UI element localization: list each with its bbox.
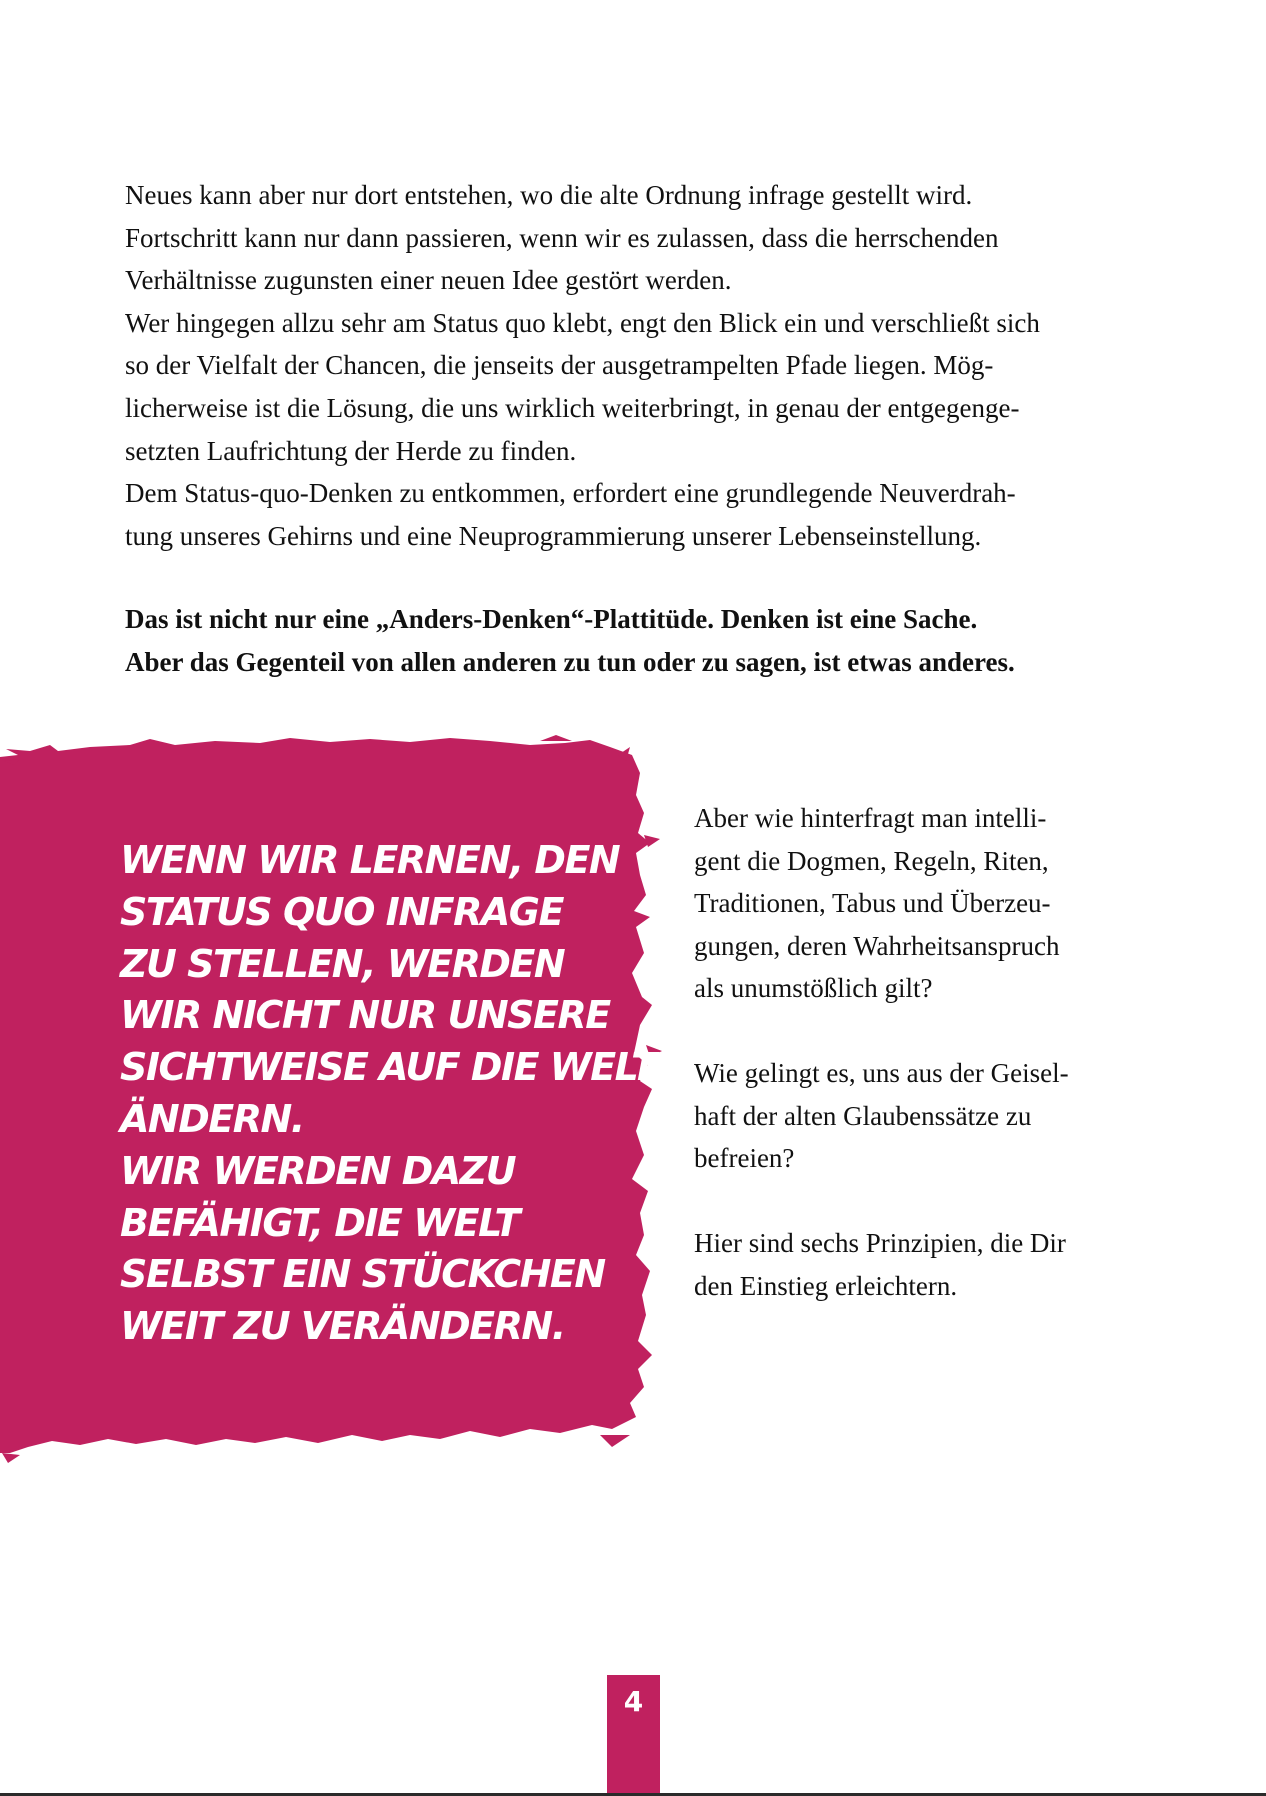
quote-text	[120, 835, 660, 1353]
intro-line: Wer hingegen allzu sehr am Status quo klebt, engt den Blick ein und verschließt sich	[125, 307, 1040, 338]
intro-line: Verhältnisse zugunsten einer neuen Idee gestört werden.	[125, 265, 732, 296]
quote-line: WEIT ZU VERÄNDERN.	[120, 1304, 565, 1349]
emphasis-line: Das ist nicht nur eine „Anders-Denken“-Plattitüde. Denken ist eine Sache.	[125, 604, 978, 634]
quote-line: ÄNDERN.	[120, 1096, 304, 1141]
intro-paragraph	[125, 174, 1135, 557]
quote-line: STATUS QUO INFRAGE	[120, 889, 563, 934]
question-paragraph	[694, 1052, 1164, 1180]
intro-line: licherweise ist die Lösung, die uns wirklich weiterbringt, in genau der entgegenge-	[125, 392, 1020, 423]
emphasis-statement	[125, 598, 1155, 683]
intro-line: setzten Laufrichtung der Herde zu finden.	[125, 435, 577, 466]
intro-line: Fortschritt kann nur dann passieren, wenn wir es zulassen, dass die herrschenden	[125, 222, 999, 253]
question-line: als unumstößlich gilt?	[694, 973, 933, 1003]
question-line: Traditionen, Tabus und Überzeu-	[694, 888, 1051, 918]
question-line: Aber wie hinterfragt man intelli-	[694, 803, 1047, 833]
questions-column	[694, 797, 1164, 1350]
page-number-tab	[607, 1675, 660, 1796]
quote-line: BEFÄHIGT, DIE WELT	[120, 1200, 519, 1245]
quote-line: WIR NICHT NUR UNSERE	[120, 993, 610, 1038]
question-paragraph	[694, 797, 1164, 1010]
question-line: gent die Dogmen, Regeln, Riten,	[694, 845, 1049, 876]
quote-line: SELBST EIN STÜCKCHEN	[120, 1252, 605, 1297]
emphasis-line: Aber das Gegenteil von allen anderen zu tun oder zu sagen, ist etwas anderes.	[125, 646, 1015, 677]
question-line: Wie gelingt es, uns aus der Geisel-	[694, 1058, 1069, 1088]
question-line: haft der alten Glaubenssätze zu	[694, 1100, 1032, 1131]
intro-line: tung unseres Gehirns und eine Neuprogrammierung unserer Lebenseinstellung.	[125, 520, 982, 551]
closing-line: Hier sind sechs Prinzipien, die Dir	[694, 1228, 1066, 1258]
quote-line: WENN WIR LERNEN, DEN	[120, 838, 620, 882]
page-number: 4	[623, 1685, 644, 1718]
quote-line: ZU STELLEN, WERDEN	[120, 941, 565, 986]
intro-line: so der Vielfalt der Chancen, die jenseits der ausgetrampelten Pfade liegen. Mög-	[125, 350, 994, 381]
intro-line: Neues kann aber nur dort entstehen, wo die alte Ordnung infrage gestellt wird.	[125, 180, 973, 210]
question-line: befreien?	[694, 1143, 795, 1173]
closing-paragraph	[694, 1222, 1164, 1307]
question-line: gungen, deren Wahrheitsanspruch	[694, 930, 1060, 961]
quote-line: WIR WERDEN DAZU	[120, 1148, 516, 1193]
closing-line: den Einstieg erleichtern.	[694, 1270, 958, 1301]
quote-line: SICHTWEISE AUF DIE WELT	[120, 1045, 656, 1090]
quote-panel	[0, 735, 670, 1495]
intro-line: Dem Status-quo-Denken zu entkommen, erfordert eine grundlegende Neuverdrah-	[125, 478, 1016, 509]
